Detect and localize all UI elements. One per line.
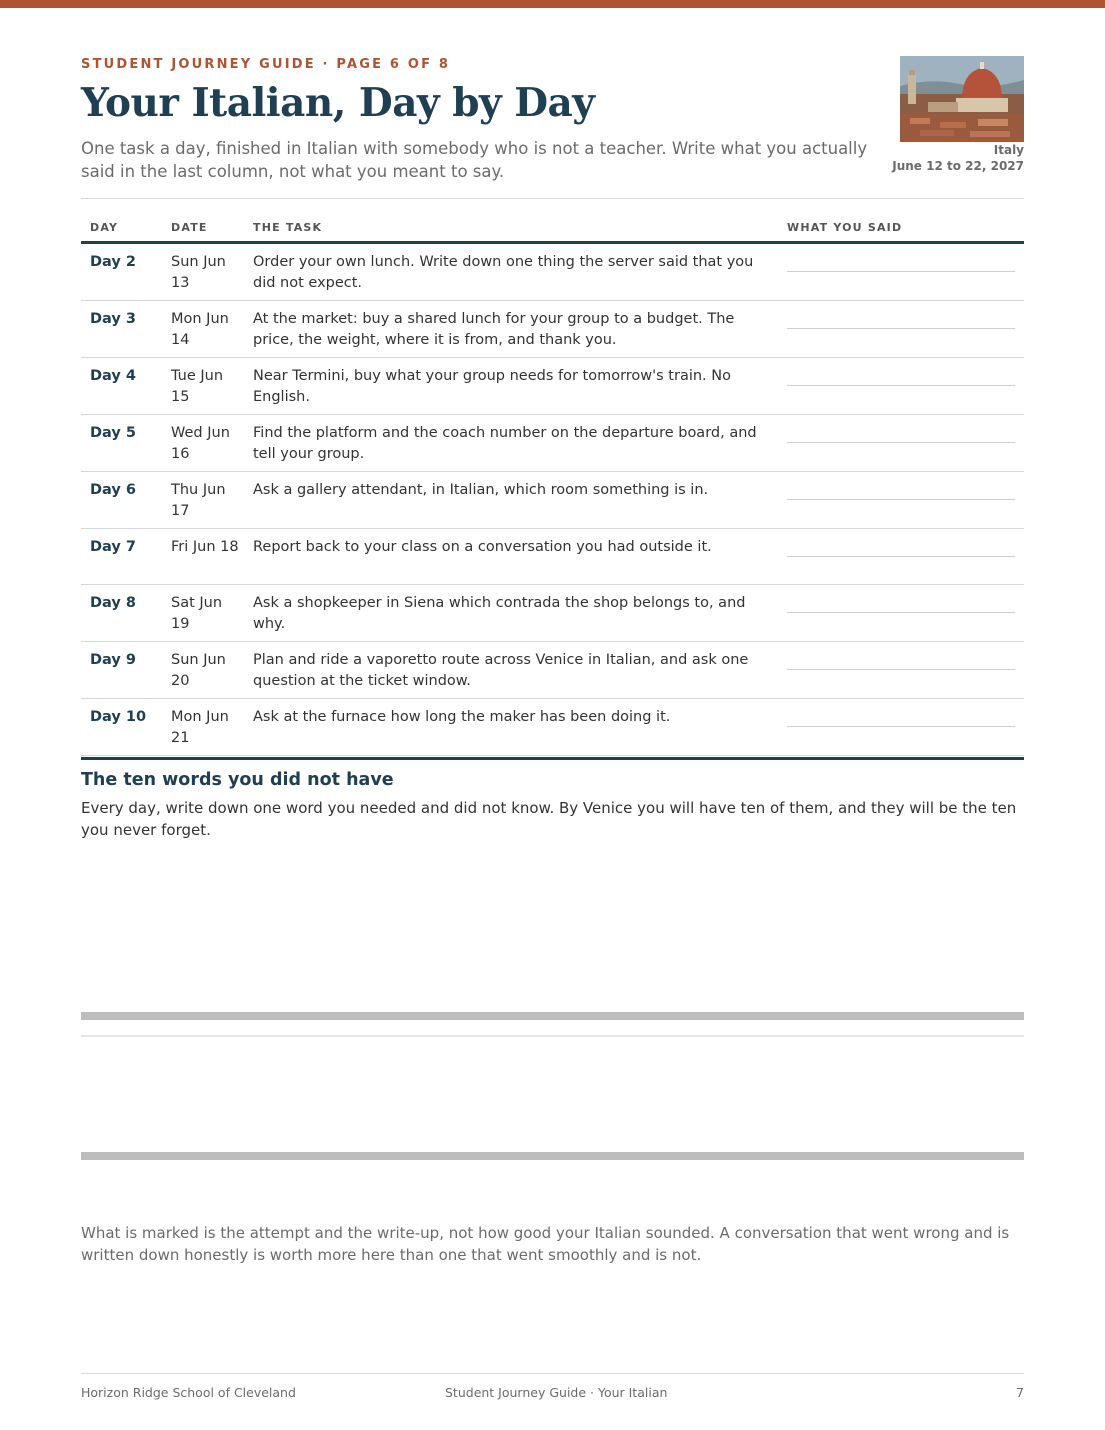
page-number: 7 — [1016, 1385, 1024, 1400]
row-task: Ask at the furnace how long the maker has been doing it. — [244, 699, 778, 756]
trip-country: Italy — [993, 143, 1024, 157]
daily-tasks-table — [81, 212, 1024, 756]
write-line — [787, 499, 1015, 500]
what-you-said-field[interactable] — [778, 699, 1024, 756]
write-line — [787, 328, 1015, 329]
intro-paragraph: One task a day, finished in Italian with somebody who is not a teacher. Write what you actually said in the last column, not what you meant to say. — [81, 139, 868, 181]
table-row — [81, 243, 1024, 301]
florence-duomo-photo — [900, 56, 1024, 142]
table-row — [81, 642, 1024, 699]
table-row — [81, 301, 1024, 358]
writing-line — [81, 1035, 1024, 1037]
table-row — [81, 585, 1024, 642]
column-header-what-you-said: WHAT YOU SAID — [778, 212, 1024, 243]
what-you-said-field[interactable] — [778, 642, 1024, 699]
what-you-said-field[interactable] — [778, 472, 1024, 529]
row-day: Day 6 — [81, 472, 162, 529]
write-line — [787, 612, 1015, 613]
row-day: Day 7 — [81, 529, 162, 585]
column-header-day: DAY — [81, 212, 162, 243]
row-day: Day 3 — [81, 301, 162, 358]
trip-dates: June 12 to 22, 2027 — [892, 159, 1024, 173]
row-day: Day 5 — [81, 415, 162, 472]
row-date: Mon Jun 14 — [162, 301, 244, 358]
what-you-said-field[interactable] — [778, 358, 1024, 415]
row-date: Mon Jun 21 — [162, 699, 244, 756]
table-header-row — [81, 212, 1024, 243]
row-day: Day 2 — [81, 243, 162, 301]
assessment-note: What is marked is the attempt and the write-up, not how good your Italian sounded. A conversation that went wrong and is written down honestly is worth more here than one that went smoothly and is not. — [81, 1224, 1010, 1264]
write-line — [787, 385, 1015, 386]
section-paragraph: Every day, write down one word you needed and did not know. By Venice you will have ten of them, and they will be the ten you never forget. — [81, 799, 1017, 839]
row-date: Sun Jun 20 — [162, 642, 244, 699]
column-header-task: THE TASK — [244, 212, 778, 243]
what-you-said-field[interactable] — [778, 243, 1024, 301]
row-date: Thu Jun 17 — [162, 472, 244, 529]
table-row — [81, 699, 1024, 756]
row-task: At the market: buy a shared lunch for your group to a budget. The price, the weight, where it is from, and thank you. — [244, 301, 778, 358]
write-line — [787, 669, 1015, 670]
write-line — [787, 726, 1015, 727]
row-task: Near Termini, buy what your group needs for tomorrow's train. No English. — [244, 358, 778, 415]
writing-band — [81, 1012, 1024, 1020]
row-day: Day 9 — [81, 642, 162, 699]
section-divider — [81, 757, 1024, 760]
row-task: Ask a gallery attendant, in Italian, which room something is in. — [244, 472, 778, 529]
footer-school: Horizon Ridge School of Cleveland — [81, 1385, 296, 1400]
row-day: Day 8 — [81, 585, 162, 642]
table-row — [81, 415, 1024, 472]
writing-band — [81, 1152, 1024, 1160]
section-heading: The ten words you did not have — [81, 770, 394, 790]
row-date: Wed Jun 16 — [162, 415, 244, 472]
row-task: Plan and ride a vaporetto route across Venice in Italian, and ask one question at the ticket window. — [244, 642, 778, 699]
page-kicker: STUDENT JOURNEY GUIDE · PAGE 6 OF 8 — [81, 57, 451, 72]
what-you-said-field[interactable] — [778, 529, 1024, 585]
footer-guide-title: Student Journey Guide · Your Italian — [445, 1385, 668, 1400]
row-task: Order your own lunch. Write down one thing the server said that you did not expect. — [244, 243, 778, 301]
row-task: Find the platform and the coach number on the departure board, and tell your group. — [244, 415, 778, 472]
row-date: Sat Jun 19 — [162, 585, 244, 642]
row-date: Tue Jun 15 — [162, 358, 244, 415]
write-line — [787, 271, 1015, 272]
row-task: Report back to your class on a conversation you had outside it. — [244, 529, 778, 585]
header-divider — [81, 198, 1024, 199]
footer-divider — [81, 1373, 1024, 1374]
what-you-said-field[interactable] — [778, 415, 1024, 472]
write-line — [787, 442, 1015, 443]
row-date: Fri Jun 18 — [162, 529, 244, 585]
row-task: Ask a shopkeeper in Siena which contrada the shop belongs to, and why. — [244, 585, 778, 642]
row-day: Day 4 — [81, 358, 162, 415]
column-header-date: DATE — [162, 212, 244, 243]
top-accent-bar — [0, 0, 1105, 8]
table-row — [81, 529, 1024, 585]
table-row — [81, 358, 1024, 415]
write-line — [787, 556, 1015, 557]
row-day: Day 10 — [81, 699, 162, 756]
what-you-said-field[interactable] — [778, 585, 1024, 642]
row-date: Sun Jun 13 — [162, 243, 244, 301]
table-row — [81, 472, 1024, 529]
what-you-said-field[interactable] — [778, 301, 1024, 358]
page-title: Your Italian, Day by Day — [81, 80, 595, 126]
